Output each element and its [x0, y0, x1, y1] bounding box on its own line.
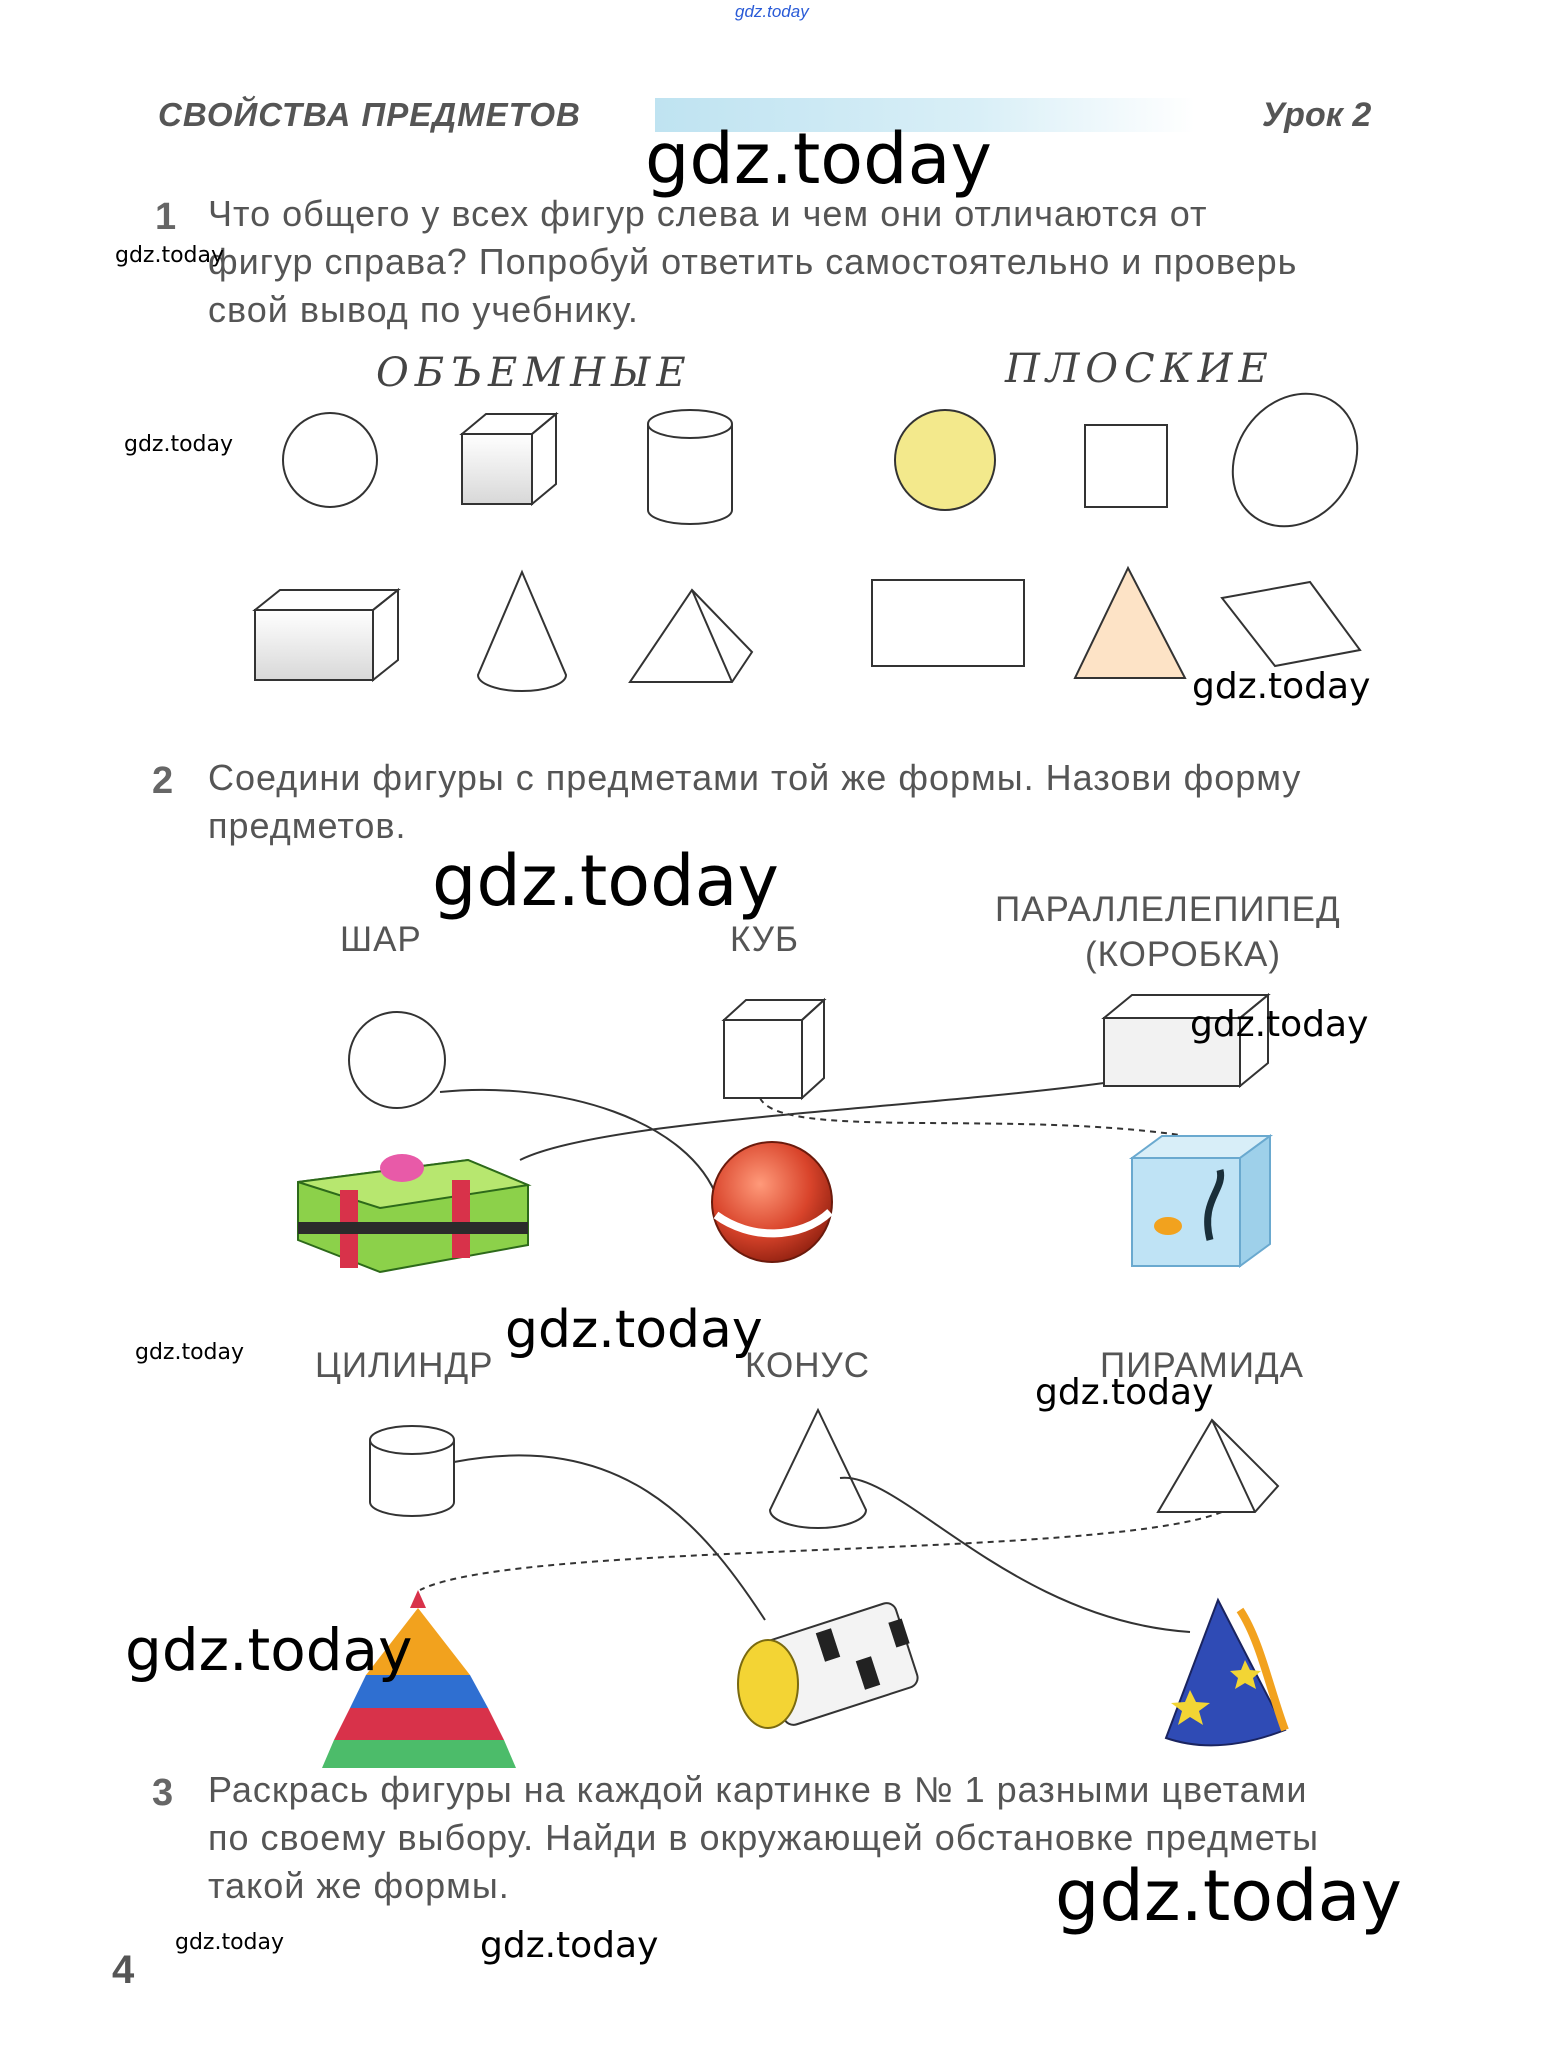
line-cube-to-aquarium — [760, 1098, 1180, 1135]
label-box-line-2: (КОРОБКА) — [1085, 935, 1282, 974]
task-1-number: 1 — [155, 196, 177, 238]
watermark-11: gdz.today — [1055, 1855, 1402, 1937]
aquarium-image — [1132, 1136, 1270, 1266]
page-number: 4 — [112, 1948, 135, 1992]
line-cylinder-to-log — [454, 1455, 765, 1620]
task2-sphere-shape — [349, 1012, 445, 1108]
label-sphere: ШАР — [340, 920, 422, 959]
label-volumetric: ОБЪЕМНЫЕ — [376, 350, 692, 396]
ball-image — [712, 1142, 832, 1262]
task1-rhombus — [1222, 582, 1360, 666]
party-hat-image — [1166, 1600, 1285, 1745]
task-1-line-3: свой вывод по учебнику. — [208, 289, 639, 330]
watermark-4: gdz.today — [1192, 666, 1371, 707]
watermark-6: gdz.today — [1190, 1004, 1369, 1045]
watermark-10: gdz.today — [125, 1616, 413, 1684]
task-3-line-3: такой же формы. — [208, 1865, 510, 1906]
task2-cube-shape — [724, 1000, 824, 1098]
task1-box — [255, 590, 398, 680]
gift-box-image — [298, 1154, 528, 1272]
task2-cylinder-shape — [370, 1426, 454, 1516]
task-2-number: 2 — [152, 760, 174, 802]
task1-cone — [478, 572, 566, 691]
page-title: СВОЙСТВА ПРЕДМЕТОВ — [158, 96, 581, 133]
task-1-line-2: фигур справа? Попробуй ответить самостоятельно и проверь — [208, 241, 1298, 282]
task2-cone-shape — [770, 1410, 866, 1528]
task1-rectangle — [872, 580, 1024, 666]
task1-sphere — [283, 413, 377, 507]
watermark-7: gdz.today — [135, 1340, 245, 1365]
watermark-2: gdz.today — [115, 243, 225, 268]
watermark-9: gdz.today — [1035, 1372, 1214, 1413]
task-3-line-2: по своему выбору. Найди в окружающей обстановке предметы — [208, 1817, 1319, 1858]
task-2-line-1: Соедини фигуры с предметами той же формы. Назови форму — [208, 757, 1302, 798]
task-2-line-2: предметов. — [208, 805, 407, 846]
task1-cube — [462, 414, 556, 504]
watermark-8: gdz.today — [505, 1300, 763, 1360]
task1-circle — [895, 410, 995, 510]
watermark-12: gdz.today — [175, 1930, 285, 1955]
task2-pyramid-shape — [1158, 1420, 1278, 1512]
label-box-line-1: ПАРАЛЛЕЛЕПИПЕД — [995, 890, 1341, 929]
watermark-13: gdz.today — [480, 1925, 659, 1966]
label-flat: ПЛОСКИЕ — [1005, 346, 1274, 392]
watermark-3: gdz.today — [124, 432, 234, 457]
label-pyramid: ПИРАМИДА — [1100, 1346, 1305, 1385]
watermark-1: gdz.today — [645, 118, 992, 200]
watermark-5: gdz.today — [432, 840, 779, 922]
line-box-to-gift — [520, 1083, 1104, 1160]
task-3-line-1: Раскрась фигуры на каждой картинке в № 1 разными цветами — [208, 1769, 1308, 1810]
top-watermark: gdz.today — [735, 2, 809, 21]
task-1-line-1: Что общего у всех фигур слева и чем они отличаются от — [208, 193, 1208, 234]
task1-triangle — [1075, 568, 1185, 678]
task1-square — [1085, 425, 1167, 507]
label-cube: КУБ — [730, 920, 799, 959]
task1-ellipse — [1207, 369, 1382, 550]
line-pyramid-to-toy — [420, 1512, 1222, 1590]
task-3-number: 3 — [152, 1772, 174, 1814]
lesson-label: Урок 2 — [1262, 96, 1372, 134]
task1-cylinder — [648, 410, 732, 524]
task1-pyramid — [630, 590, 752, 682]
label-cone: КОНУС — [745, 1346, 871, 1385]
label-cylinder: ЦИЛИНДР — [315, 1346, 494, 1385]
